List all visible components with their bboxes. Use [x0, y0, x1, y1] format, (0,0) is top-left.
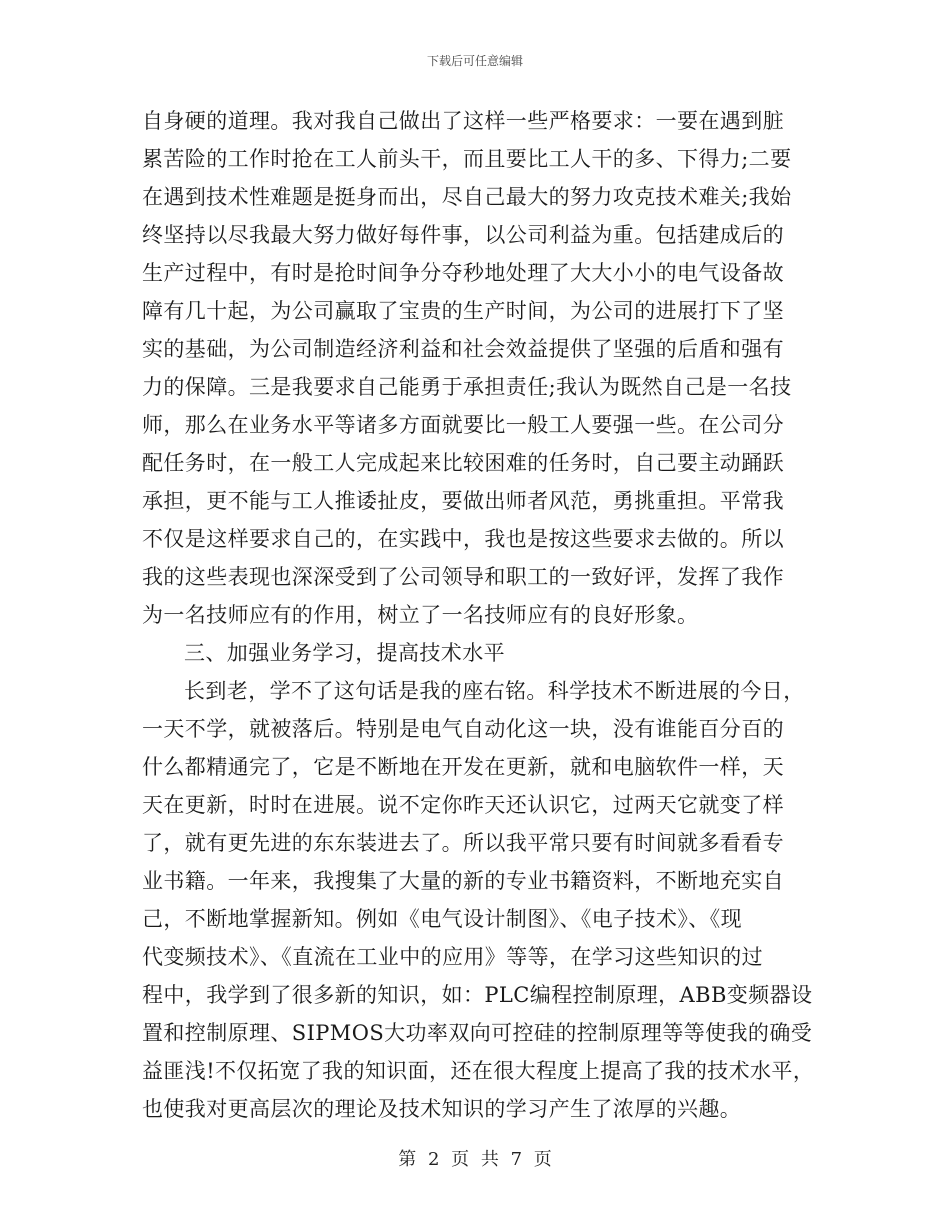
- text-line: 障有几十起，为公司赢取了宝贵的生产时间，为公司的进展打下了坚: [142, 299, 784, 323]
- text-line: 力的保障。三是我要求自己能勇于承担责任;我认为既然自己是一名技: [142, 375, 792, 399]
- document-body: [142, 102, 822, 1128]
- text-line: 什么都精通完了，它是不断地在开发在更新，就和电脑软件一样，天: [142, 755, 784, 779]
- text-line: 一天不学，就被落后。特别是电气自动化这一块，没有谁能百分百的: [142, 717, 784, 741]
- text-line: 在遇到技术性难题是挺身而出，尽自己最大的努力攻克技术难关;我始: [142, 185, 792, 209]
- text-line: 自身硬的道理。我对我自己做出了这样一些严格要求：一要在遇到脏: [142, 109, 784, 133]
- text-line: 益匪浅!不仅拓宽了我的知识面，还在很大程度上提高了我的技术水平，: [142, 1059, 815, 1083]
- text-line: 为一名技师应有的作用，树立了一名技师应有的良好形象。: [142, 603, 699, 627]
- text-line: 我的这些表现也深深受到了公司领导和职工的一致好评，发挥了我作: [142, 565, 784, 589]
- text-line: 代变频技术》、《直流在工业中的应用》等等，在学习这些知识的过: [142, 945, 763, 969]
- text-line: 配任务时，在一般工人完成起来比较困难的任务时，自己要主动踊跃: [142, 451, 784, 475]
- text-line: 长到老，学不了这句话是我的座右铭。科学技术不断进展的今日，: [184, 679, 805, 703]
- text-line: 终坚持以尽我最大努力做好每件事，以公司利益为重。包括建成后的: [142, 223, 784, 247]
- text-line: 置和控制原理、SIPMOS大功率双向可控硅的控制原理等等使我的确受: [142, 1021, 813, 1045]
- text-line: 累苦险的工作时抢在工人前头干，而且要比工人干的多、下得力;二要: [142, 147, 792, 171]
- text-line: 程中，我学到了很多新的知识，如：PLC编程控制原理，ABB变频器设: [142, 983, 813, 1007]
- section-heading: 三、加强业务学习，提高技术水平: [184, 641, 505, 665]
- text-line: 也使我对更高层次的理论及技术知识的学习产生了浓厚的兴趣。: [142, 1097, 742, 1121]
- text-line: 承担，更不能与工人推诿扯皮，要做出师者风范，勇挑重担。平常我: [142, 489, 784, 513]
- page-header: 下载后可任意编辑: [426, 54, 523, 68]
- text-line: 生产过程中，有时是抢时间争分夺秒地处理了大大小小的电气设备故: [142, 261, 784, 285]
- text-line: 不仅是这样要求自己的，在实践中，我也是按这些要求去做的。所以: [142, 527, 784, 551]
- text-line: 师，那么在业务水平等诸多方面就要比一般工人要强一些。在公司分: [142, 413, 784, 437]
- page-footer: 第 2 页 共 7 页: [398, 1149, 552, 1170]
- text-line: 实的基础，为公司制造经济利益和社会效益提供了坚强的后盾和强有: [142, 337, 784, 361]
- text-line: 己，不断地掌握新知。例如《电气设计制图》、《电子技术》、《现: [142, 907, 742, 931]
- text-line: 业书籍。一年来，我搜集了大量的新的专业书籍资料，不断地充实自: [142, 869, 784, 893]
- text-line: 了，就有更先进的东东装进去了。所以我平常只要有时间就多看看专: [142, 831, 784, 855]
- text-line: 天在更新，时时在进展。说不定你昨天还认识它，过两天它就变了样: [142, 793, 784, 817]
